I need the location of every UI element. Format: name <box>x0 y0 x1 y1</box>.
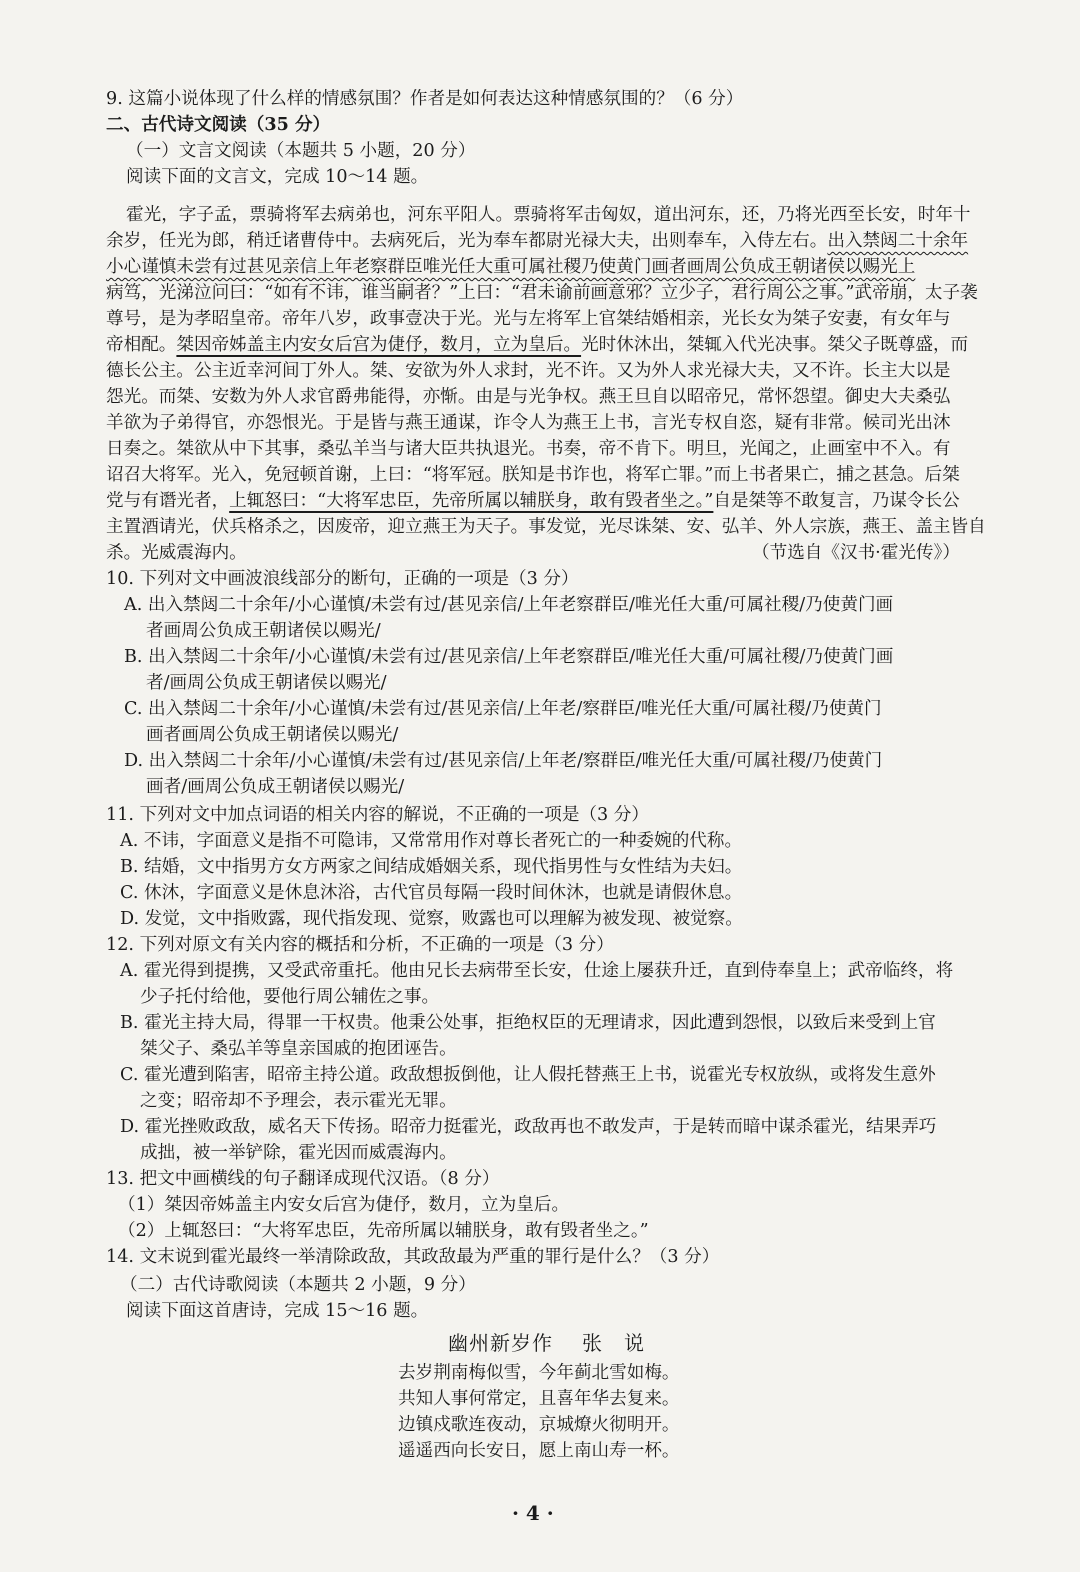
option-c: C. 休沐，字面意义是休息沐浴，古代官员每隔一段时间休沐，也就是请假休息。 <box>120 883 743 903</box>
option-a-cont: 少子托付给他，要他行周公辅佐之事。 <box>140 987 440 1007</box>
passage-text: 党与有谮光者， <box>106 491 230 511</box>
question-12: 12. 下列对原文有关内容的概括和分析，不正确的一项是（3 分） <box>106 935 614 955</box>
poem-line: 边镇戍歌连夜动，京城燎火彻明开。 <box>398 1415 680 1435</box>
option-d: D. 出入禁闼二十余年/小心谨慎/未尝有过/甚见亲信/上年老/察群臣/唯光任大重/可属社稷/乃使黄门 <box>124 751 883 771</box>
poem-line: 去岁荆南梅似雪，今年蓟北雪如梅。 <box>398 1363 680 1383</box>
underlined-sentence-2: 上辄怒曰：“大将军忠臣，先帝所属以辅朕身，敢有毁者坐之。” <box>229 491 714 511</box>
underlined-sentence-1: 桀因帝姊盖主内安女后宫为倢伃，数月，立为皇后。 <box>176 335 582 355</box>
option-c: C. 出入禁闼二十余年/小心谨慎/未尝有过/甚见亲信/上年老/察群臣/唯光任大重/可属社稷/乃使黄门 <box>124 699 882 719</box>
option-c: C. 霍光遭到陷害，昭帝主持公道。政敌想扳倒他，让人假托替燕王上书，说霍光专权放纵，或将发生意外 <box>120 1065 936 1085</box>
option-a: A. 出入禁闼二十余年/小心谨慎/未尝有过/甚见亲信/上年老察群臣/唯光任大重/可属社稷/乃使黄门画 <box>124 595 894 615</box>
passage-line <box>106 228 968 254</box>
instruction: 阅读下面的文言文，完成 10～14 题。 <box>126 167 429 187</box>
option-d: D. 发觉，文中指败露，现代指发现、觉察，败露也可以理解为被发现、被觉察。 <box>120 909 743 929</box>
passage-line: 病笃，光涕泣问曰：“如有不讳，谁当嗣者？”上曰：“君未谕前画意邪？立少子，君行周公之事。”武帝崩，太子袭 <box>106 283 978 303</box>
passage-line: 杀。光威震海内。 <box>106 543 247 563</box>
subsection-heading: （二）古代诗歌阅读（本题共 2 小题，9 分） <box>120 1275 476 1295</box>
option-a: A. 不讳，字面意义是指不可隐讳，又常常用作对尊长者死亡的一种委婉的代称。 <box>120 831 743 851</box>
option-b-cont: 者/画周公负成王朝诸侯以赐光/ <box>146 673 387 693</box>
passage-source: （节选自《汉书·霍光传》） <box>752 543 960 563</box>
passage-line: 尊号，是为孝昭皇帝。帝年八岁，政事壹决于光。光与左将军上官桀结婚相亲，光长女为桀子安妻，有女年与 <box>106 309 951 329</box>
passage-line: 怨光。而桀、安数为外人求官爵弗能得，亦惭。由是与光争权。燕王旦自以昭帝兄，常怀怨望。御史大夫桑弘 <box>106 387 951 407</box>
wavy-underlined-text: 出入禁闼二十余年 <box>827 231 969 251</box>
passage-line: 诏召大将军。光入，免冠顿首谢，上曰：“将军冠。朕知是书诈也，将军亡罪。”而上书者果亡，捕之甚急。后桀 <box>106 465 960 485</box>
option-d: D. 霍光挫败政敌，威名天下传扬。昭帝力挺霍光，政敌再也不敢发声，于是转而暗中谋杀霍光，结果弄巧 <box>120 1117 937 1137</box>
poem-title: 幽州新岁作 <box>448 1331 553 1355</box>
question-11: 11. 下列对文中加点词语的相关内容的解说，不正确的一项是（3 分） <box>106 805 649 825</box>
wavy-underlined-text: 小心谨慎未尝有过甚见亲信上年老察群臣唯光任大重可属社稷乃使黄门画者画周公负成王朝诸侯以赐光上 <box>106 257 916 277</box>
option-c-cont: 画者画周公负成王朝诸侯以赐光/ <box>146 725 399 745</box>
question-9: 9. 这篇小说体现了什么样的情感氛围？作者是如何表达这种情感氛围的？（6 分） <box>106 89 744 109</box>
passage-text: 帝相配。 <box>106 335 177 355</box>
section-heading: 二、古代诗文阅读（35 分） <box>106 114 331 135</box>
passage-text: 自是桀等不敢复言，乃谋令长公 <box>713 491 960 511</box>
option-b: B. 霍光主持大局，得罪一干权贵。他秉公处事，拒绝权臣的无理请求，因此遭到怨恨，以致后来受到上官 <box>120 1013 936 1033</box>
option-b: B. 结婚，文中指男方女方两家之间结成婚姻关系，现代指男性与女性结为夫妇。 <box>120 857 743 877</box>
passage-line: 主置酒请光，伏兵格杀之，因废帝，迎立燕王为天子。事发觉，光尽诛桀、安、弘羊、外人宗族，燕王、盖主皆自 <box>106 517 986 537</box>
page-number: · 4 · <box>512 1501 554 1525</box>
option-b-cont: 桀父子、桑弘羊等皇亲国戚的抱团诬告。 <box>140 1039 457 1059</box>
translation-item-1: （1）桀因帝姊盖主内安女后宫为倢伃，数月，立为皇后。 <box>118 1195 570 1215</box>
passage-line <box>106 488 960 514</box>
option-b: B. 出入禁闼二十余年/小心谨慎/未尝有过/甚见亲信/上年老察群臣/唯光任大重/可属社稷/乃使黄门画 <box>124 647 894 667</box>
poem-line: 共知人事何常定，且喜年华去复来。 <box>398 1389 680 1409</box>
passage-line: 日奏之。桀欲从中下其事，桑弘羊当与诸大臣共执退光。书奏，帝不肯下。明旦，光闻之，止画室中不入。有 <box>106 439 951 459</box>
translation-item-2: （2）上辄怒曰：“大将军忠臣，先帝所属以辅朕身，敢有毁者坐之。” <box>118 1221 649 1241</box>
question-14: 14. 文末说到霍光最终一举清除政敌，其政敌最为严重的罪行是什么？（3 分） <box>106 1247 720 1267</box>
passage-line: 德长公主。公主近幸河间丁外人。桀、安欲为外人求封，光不许。又为外人求光禄大夫，又不许。长主大以是 <box>106 361 951 381</box>
passage-line: 霍光，字子孟，票骑将军去病弟也，河东平阳人。票骑将军击匈奴，道出河东，还，乃将光西至长安，时年十 <box>126 205 971 225</box>
instruction: 阅读下面这首唐诗，完成 15～16 题。 <box>126 1301 429 1321</box>
option-c-cont: 之变；昭帝却不予理会，表示霍光无罪。 <box>140 1091 457 1111</box>
question-10: 10. 下列对文中画波浪线部分的断句，正确的一项是（3 分） <box>106 569 579 589</box>
option-a: A. 霍光得到提携，又受武帝重托。他由兄长去病带至长安，仕途上屡获升迁，直到侍奉皇上；武帝临终，将 <box>120 961 954 981</box>
question-13: 13. 把文中画横线的句子翻译成现代汉语。（8 分） <box>106 1169 500 1189</box>
passage-text: 光时休沐出，桀辄入代光决事。桀父子既尊盛，而 <box>581 335 969 355</box>
poem-line: 遥遥西向长安日，愿上南山寿一杯。 <box>398 1441 680 1461</box>
option-d-cont: 成拙，被一举铲除，霍光因而威震海内。 <box>140 1143 457 1163</box>
poem-author: 张 说 <box>582 1331 645 1355</box>
passage-text: 余岁，任光为郎，稍迁诸曹侍中。去病死后，光为奉车都尉光禄大夫，出则奉车，入侍左右。 <box>106 231 828 251</box>
option-a-cont: 者画周公负成王朝诸侯以赐光/ <box>146 621 381 641</box>
option-d-cont: 画者/画周公负成王朝诸侯以赐光/ <box>146 777 405 797</box>
passage-line: 羊欲为子弟得官，亦怨恨光。于是皆与燕王通谋，诈令人为燕王上书，言光专权自恣，疑有非常。候司光出沐 <box>106 413 951 433</box>
subsection-heading: （一）文言文阅读（本题共 5 小题，20 分） <box>126 141 476 161</box>
passage-line <box>106 332 968 358</box>
